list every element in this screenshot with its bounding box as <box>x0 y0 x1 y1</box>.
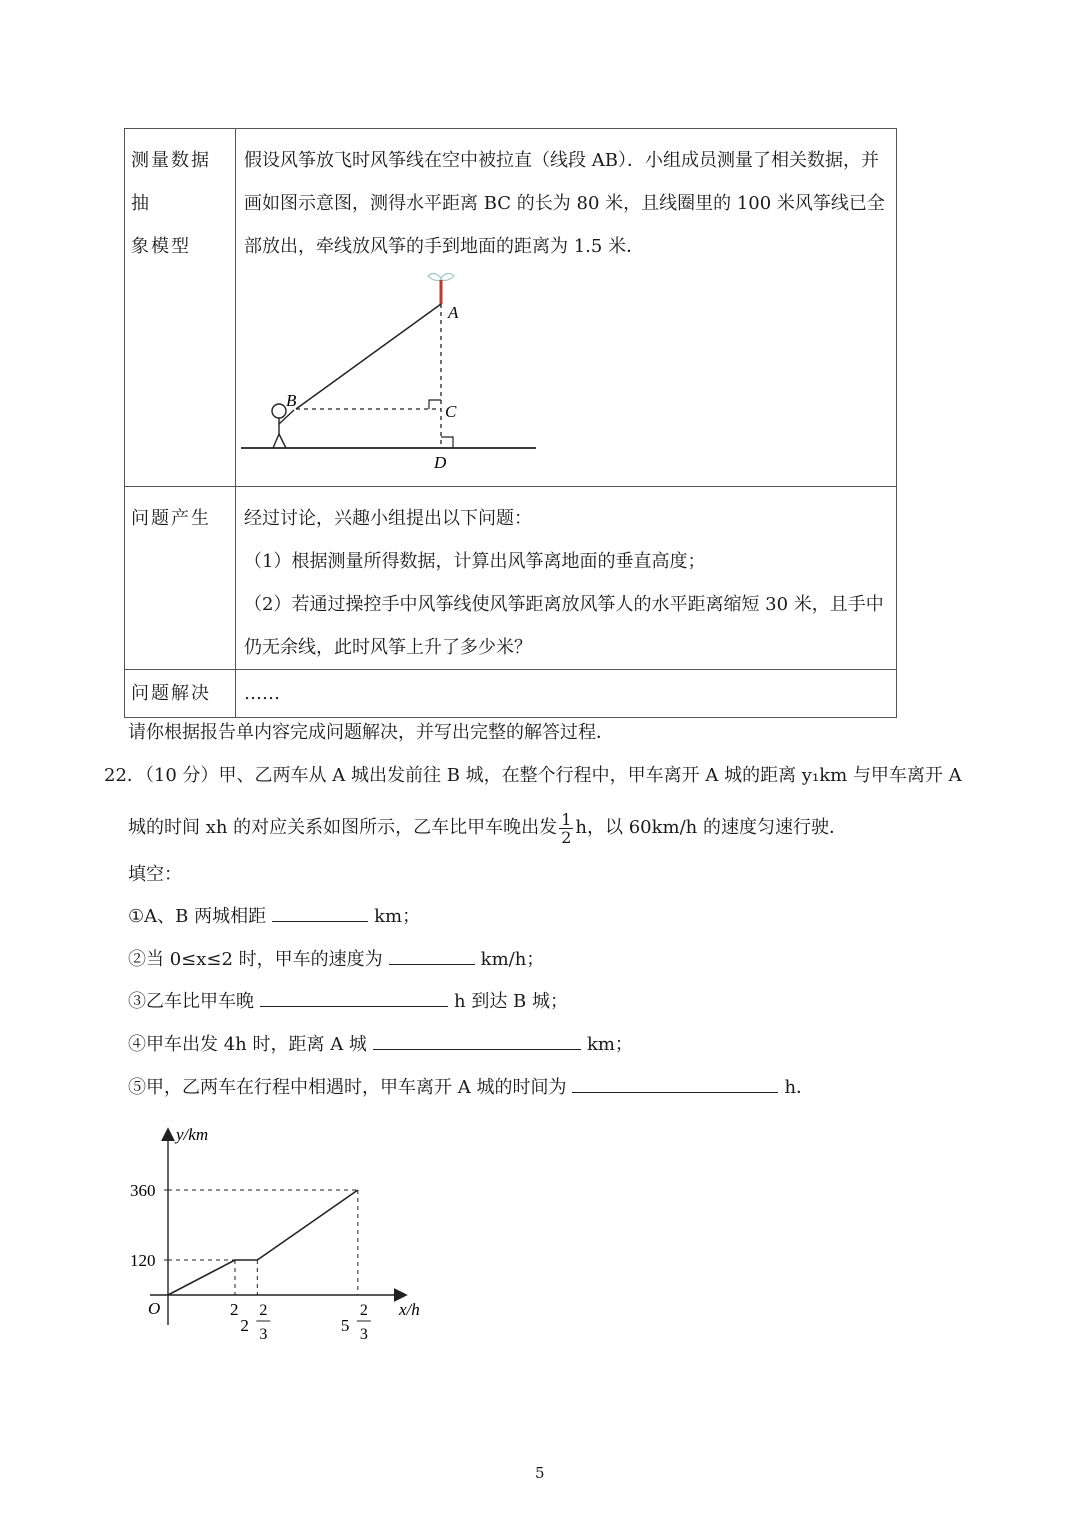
label-b: B <box>286 391 297 410</box>
kite-string-ab <box>296 304 441 409</box>
problem-text-line3: （2）若通过操控手中风筝线使风筝距离放风筝人的水平距离缩短 30 米，且手中 <box>244 594 884 615</box>
q22-line2-end: h，以 60km/h 的速度匀速行驶． <box>575 817 847 838</box>
fill-item-4 <box>128 1030 633 1060</box>
fill-item-2-text: ②当 0≤x≤2 时，甲车的速度为 <box>128 949 383 970</box>
x-tick-num-1: 2 <box>259 1302 268 1319</box>
q22-line1: 22．（10 分）甲、乙两车从 A 城出发前往 B 城，在整个行程中，甲车离开 A 城的距离 y₁km 与甲车离开 A <box>104 765 962 786</box>
x-tick-label-0: 2 <box>230 1300 239 1319</box>
row-label-model-line1: 测量数据抽 <box>131 150 211 214</box>
solve-ellipsis: …… <box>244 683 280 704</box>
label-d: D <box>434 453 447 472</box>
problem-text-line2: （1）根据测量所得数据，计算出风筝离地面的垂直高度； <box>244 551 706 572</box>
model-text-line3: 部放出，牵线放风筝的手到地面的距离为 1.5 米． <box>244 236 645 257</box>
q22-line2-start: 城的时间 xh 的对应关系如图所示，乙车比甲车晚出发 <box>128 817 558 838</box>
half-numerator: 1 <box>561 809 572 829</box>
right-angle-c <box>429 400 441 409</box>
fill-item-5-text: ⑤甲，乙两车在行程中相遇时，甲车离开 A 城的时间为 <box>128 1077 567 1098</box>
fill-item-5 <box>128 1073 814 1103</box>
problem-text-line1: 经过讨论，兴趣小组提出以下问题： <box>244 508 532 529</box>
fill-in-label: 填空： <box>128 864 182 885</box>
row-label-solve-text: 问题解决 <box>131 683 211 704</box>
instruction-text: 请你根据报告单内容完成问题解决，并写出完整的解答过程． <box>128 722 614 743</box>
fill-item-4-text: ④甲车出发 4h 时，距离 A 城 <box>128 1034 367 1055</box>
fill-item-5-unit: h． <box>784 1077 815 1098</box>
label-c: C <box>445 402 457 421</box>
fill-item-3 <box>128 987 568 1017</box>
row-content-problem <box>236 487 897 670</box>
answer-blank-3[interactable] <box>260 988 448 1007</box>
model-text-line2: 画如图示意图，测得水平距离 BC 的长为 80 米，且线圈里的 100 米风筝线已全 <box>244 193 885 214</box>
distance-time-chart <box>120 1120 450 1360</box>
half-fraction <box>559 811 573 846</box>
label-a: A <box>448 303 459 322</box>
q22-line2 <box>128 808 847 848</box>
series-line-jia <box>168 1190 358 1295</box>
answer-blank-4[interactable] <box>373 1031 581 1050</box>
person-icon <box>272 404 294 448</box>
row-label-problem-text: 问题产生 <box>131 508 211 529</box>
kite-icon <box>428 273 454 304</box>
y-tick-label-360: 360 <box>130 1181 156 1200</box>
x-tick-whole-1: 2 <box>240 1316 249 1335</box>
row-label-model <box>125 129 236 487</box>
x-tick-whole-2: 5 <box>340 1316 350 1335</box>
y-axis-label: y/km <box>176 1125 209 1144</box>
x-axis-label: x/h <box>399 1300 420 1319</box>
row-label-problem <box>125 487 236 670</box>
half-denominator: 2 <box>561 827 572 847</box>
x-tick-num-2: 2 <box>359 1302 368 1319</box>
fill-item-1 <box>128 902 420 932</box>
x-tick-den-2: 3 <box>359 1326 368 1343</box>
fill-item-3-text: ③乙车比甲车晚 <box>128 991 254 1012</box>
y-tick-label-120: 120 <box>130 1251 156 1270</box>
problem-text-line4: 仍无余线，此时风筝上升了多少米？ <box>244 637 532 658</box>
fill-item-2-unit: km/h； <box>480 949 545 970</box>
x-tick-den-1: 3 <box>259 1326 268 1343</box>
origin-label: O <box>148 1299 161 1318</box>
answer-blank-1[interactable] <box>272 903 368 922</box>
answer-blank-2[interactable] <box>389 946 475 965</box>
row-label-solve <box>125 670 236 718</box>
fill-item-4-unit: km； <box>586 1034 633 1055</box>
fill-item-3-unit: h 到达 B 城； <box>454 991 568 1012</box>
kite-diagram <box>236 268 546 480</box>
answer-blank-5[interactable] <box>572 1074 778 1093</box>
model-text-line1: 假设风筝放飞时风筝线在空中被拉直（线段 AB）．小组成员测量了相关数据，并 <box>244 150 879 171</box>
page-number: 5 <box>535 1464 545 1482</box>
row-label-model-line2: 象模型 <box>131 236 191 257</box>
fill-item-1-unit: km； <box>374 906 421 927</box>
row-content-solve <box>236 670 897 718</box>
fill-item-1-text: ①A、B 两城相距 <box>128 906 267 927</box>
right-angle-d <box>441 437 453 448</box>
fill-item-2 <box>128 945 544 975</box>
